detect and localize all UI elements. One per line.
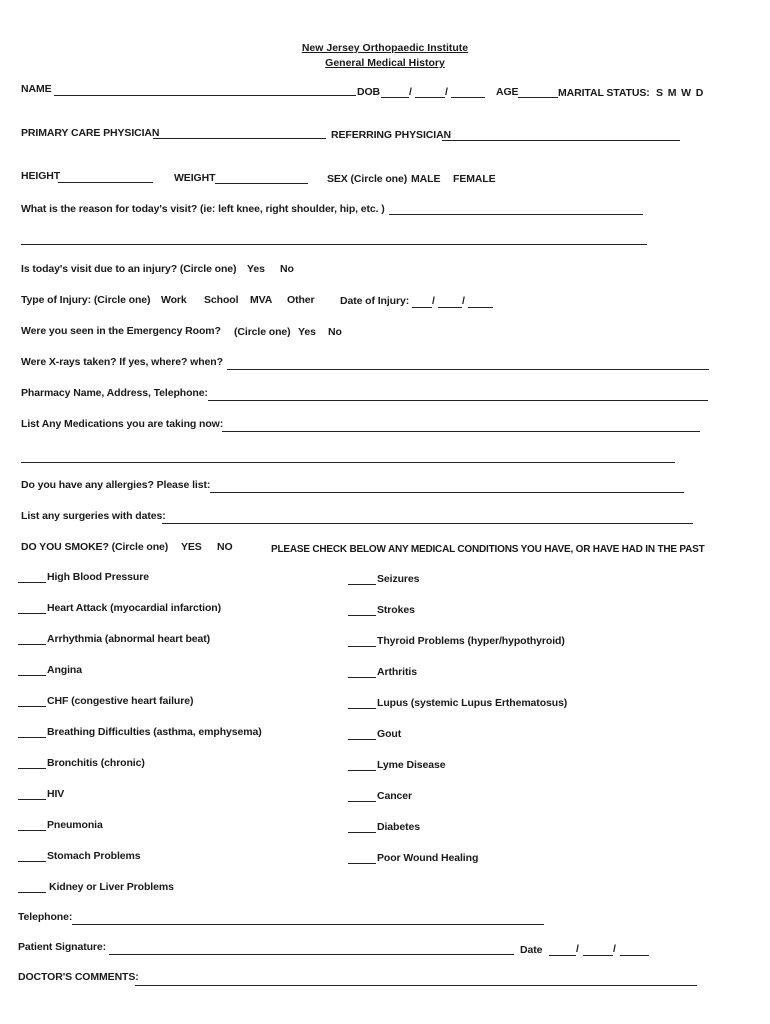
dob-sep-1: /	[409, 86, 412, 98]
injury-date-day-field[interactable]	[438, 307, 462, 308]
condition-left-label: Pneumonia	[47, 819, 103, 831]
condition-left-label: Angina	[47, 664, 82, 676]
condition-checkbox-line[interactable]	[18, 613, 46, 614]
condition-right-label: Cancer	[377, 790, 413, 802]
smoke-no-option[interactable]: NO	[217, 541, 233, 553]
conditions-heading: PLEASE CHECK BELOW ANY MEDICAL CONDITIONS YOU HAVE, OR HAVE HAD IN THE PAST	[271, 544, 705, 555]
condition-left-label: CHF (congestive heart failure)	[47, 695, 194, 707]
condition-right-label: Gout	[377, 728, 402, 740]
condition-checkbox-line[interactable]	[18, 675, 46, 676]
condition-checkbox-line[interactable]	[348, 739, 376, 740]
medications-field-line-2[interactable]	[21, 462, 675, 463]
signature-date-sep-2: /	[613, 943, 616, 955]
injury-no-option[interactable]: No	[280, 263, 294, 275]
age-field[interactable]	[518, 97, 558, 98]
name-label: NAME	[21, 83, 52, 95]
condition-checkbox-line[interactable]	[18, 706, 46, 707]
injury-type-mva-option[interactable]: MVA	[250, 294, 273, 306]
weight-field[interactable]	[215, 183, 308, 184]
age-label: AGE	[496, 86, 519, 98]
er-no-option[interactable]: No	[328, 326, 342, 338]
primary-care-physician-field[interactable]	[153, 138, 326, 139]
condition-checkbox-line[interactable]	[18, 768, 46, 769]
condition-right-label: Thyroid Problems (hyper/hypothyroid)	[377, 635, 565, 647]
smoke-yes-option[interactable]: YES	[181, 541, 202, 553]
injury-date-label: Date of Injury:	[340, 295, 410, 307]
condition-left-label: Kidney or Liver Problems	[49, 881, 174, 893]
condition-left-label: Bronchitis (chronic)	[47, 757, 145, 769]
patient-signature-label: Patient Signature:	[18, 941, 107, 953]
condition-checkbox-line[interactable]	[18, 644, 46, 645]
xrays-field[interactable]	[227, 369, 709, 370]
condition-right-label: Lyme Disease	[377, 759, 446, 771]
signature-date-month-field[interactable]	[549, 955, 576, 956]
surgeries-field[interactable]	[162, 523, 693, 524]
condition-checkbox-line[interactable]	[348, 708, 376, 709]
telephone-field[interactable]	[72, 924, 544, 925]
height-label: HEIGHT	[21, 170, 61, 182]
xrays-label: Were X-rays taken? If yes, where? when?	[21, 356, 223, 368]
sex-label: SEX (Circle one)	[327, 173, 408, 185]
condition-checkbox-line[interactable]	[18, 737, 46, 738]
pharmacy-field[interactable]	[208, 400, 708, 401]
condition-left-label: Arrhythmia (abnormal heart beat)	[47, 633, 211, 645]
medications-label: List Any Medications you are taking now:	[21, 418, 224, 430]
condition-checkbox-line[interactable]	[348, 863, 376, 864]
dob-label: DOB	[357, 86, 381, 98]
visit-reason-label: What is the reason for today's visit? (ie: left knee, right shoulder, hip, etc. )	[21, 203, 385, 215]
condition-right-label: Arthritis	[377, 666, 417, 678]
injury-type-other-option[interactable]: Other	[287, 294, 315, 306]
dob-year-field[interactable]	[451, 97, 485, 98]
condition-checkbox-line[interactable]	[348, 584, 376, 585]
condition-checkbox-line[interactable]	[18, 582, 46, 583]
doctor-comments-field[interactable]	[135, 985, 697, 986]
injury-date-month-field[interactable]	[412, 307, 432, 308]
form-title-history: General Medical History	[325, 57, 445, 69]
condition-checkbox-line[interactable]	[348, 832, 376, 833]
condition-checkbox-line[interactable]	[348, 801, 376, 802]
condition-right-label: Lupus (systemic Lupus Erthematosus)	[377, 697, 568, 709]
condition-left-label: HIV	[47, 788, 65, 800]
height-field[interactable]	[58, 182, 153, 183]
condition-left-label: Heart Attack (myocardial infarction)	[47, 602, 221, 614]
injury-date-year-field[interactable]	[468, 307, 493, 308]
dob-sep-2: /	[445, 86, 448, 98]
injury-date-sep-1: /	[432, 295, 435, 307]
injury-date-sep-2: /	[462, 295, 465, 307]
condition-right-label: Seizures	[377, 573, 420, 585]
condition-checkbox-line[interactable]	[18, 861, 46, 862]
condition-checkbox-line[interactable]	[18, 892, 46, 893]
patient-signature-field[interactable]	[109, 954, 514, 955]
allergies-label: Do you have any allergies? Please list:	[21, 479, 211, 491]
er-yes-option[interactable]: Yes	[298, 326, 316, 338]
condition-right-label: Diabetes	[377, 821, 420, 833]
visit-reason-field-line-2[interactable]	[21, 244, 647, 245]
marital-status-options[interactable]: S M W D	[656, 87, 704, 99]
condition-checkbox-line[interactable]	[18, 830, 46, 831]
medications-field[interactable]	[222, 431, 700, 432]
condition-checkbox-line[interactable]	[348, 770, 376, 771]
condition-left-label: Stomach Problems	[47, 850, 141, 862]
doctor-comments-label: DOCTOR'S COMMENTS:	[18, 971, 139, 983]
er-circle-label: (Circle one)	[234, 326, 291, 338]
pharmacy-label: Pharmacy Name, Address, Telephone:	[21, 387, 208, 399]
dob-month-field[interactable]	[381, 97, 409, 98]
condition-checkbox-line[interactable]	[348, 646, 376, 647]
form-title-institute: New Jersey Orthopaedic Institute	[301, 42, 469, 54]
allergies-field[interactable]	[210, 492, 684, 493]
primary-care-physician-label: PRIMARY CARE PHYSICIAN	[21, 127, 160, 139]
weight-label: WEIGHT	[174, 172, 216, 184]
injury-type-work-option[interactable]: Work	[161, 294, 187, 306]
referring-physician-field[interactable]	[442, 140, 680, 141]
sex-female-option[interactable]: FEMALE	[453, 173, 496, 185]
er-question-label: Were you seen in the Emergency Room?	[21, 325, 221, 337]
dob-day-field[interactable]	[415, 97, 445, 98]
condition-left-label: Breathing Difficulties (asthma, emphysema)	[47, 726, 262, 738]
signature-date-label: Date	[520, 944, 543, 956]
injury-type-school-option[interactable]: School	[204, 294, 239, 306]
condition-checkbox-line[interactable]	[18, 799, 46, 800]
signature-date-year-field[interactable]	[620, 955, 649, 956]
condition-right-label: Strokes	[377, 604, 415, 616]
visit-reason-field[interactable]	[389, 214, 643, 215]
injury-yes-option[interactable]: Yes	[247, 263, 265, 275]
signature-date-day-field[interactable]	[583, 955, 613, 956]
condition-checkbox-line[interactable]	[348, 677, 376, 678]
marital-status-label: MARITAL STATUS:	[558, 87, 650, 99]
surgeries-label: List any surgeries with dates:	[21, 510, 166, 522]
injury-type-label: Type of Injury: (Circle one)	[21, 294, 151, 306]
sex-male-option[interactable]: MALE	[411, 173, 441, 185]
signature-date-sep-1: /	[576, 943, 579, 955]
smoke-question-label: DO YOU SMOKE? (Circle one)	[21, 541, 169, 553]
referring-physician-label: REFERRING PHYSICIAN	[331, 129, 452, 141]
condition-checkbox-line[interactable]	[348, 615, 376, 616]
injury-question-label: Is today's visit due to an injury? (Circle one)	[21, 263, 237, 275]
name-field[interactable]	[54, 95, 356, 96]
condition-left-label: High Blood Pressure	[47, 571, 149, 583]
telephone-label: Telephone:	[18, 911, 73, 923]
condition-right-label: Poor Wound Healing	[377, 852, 479, 864]
